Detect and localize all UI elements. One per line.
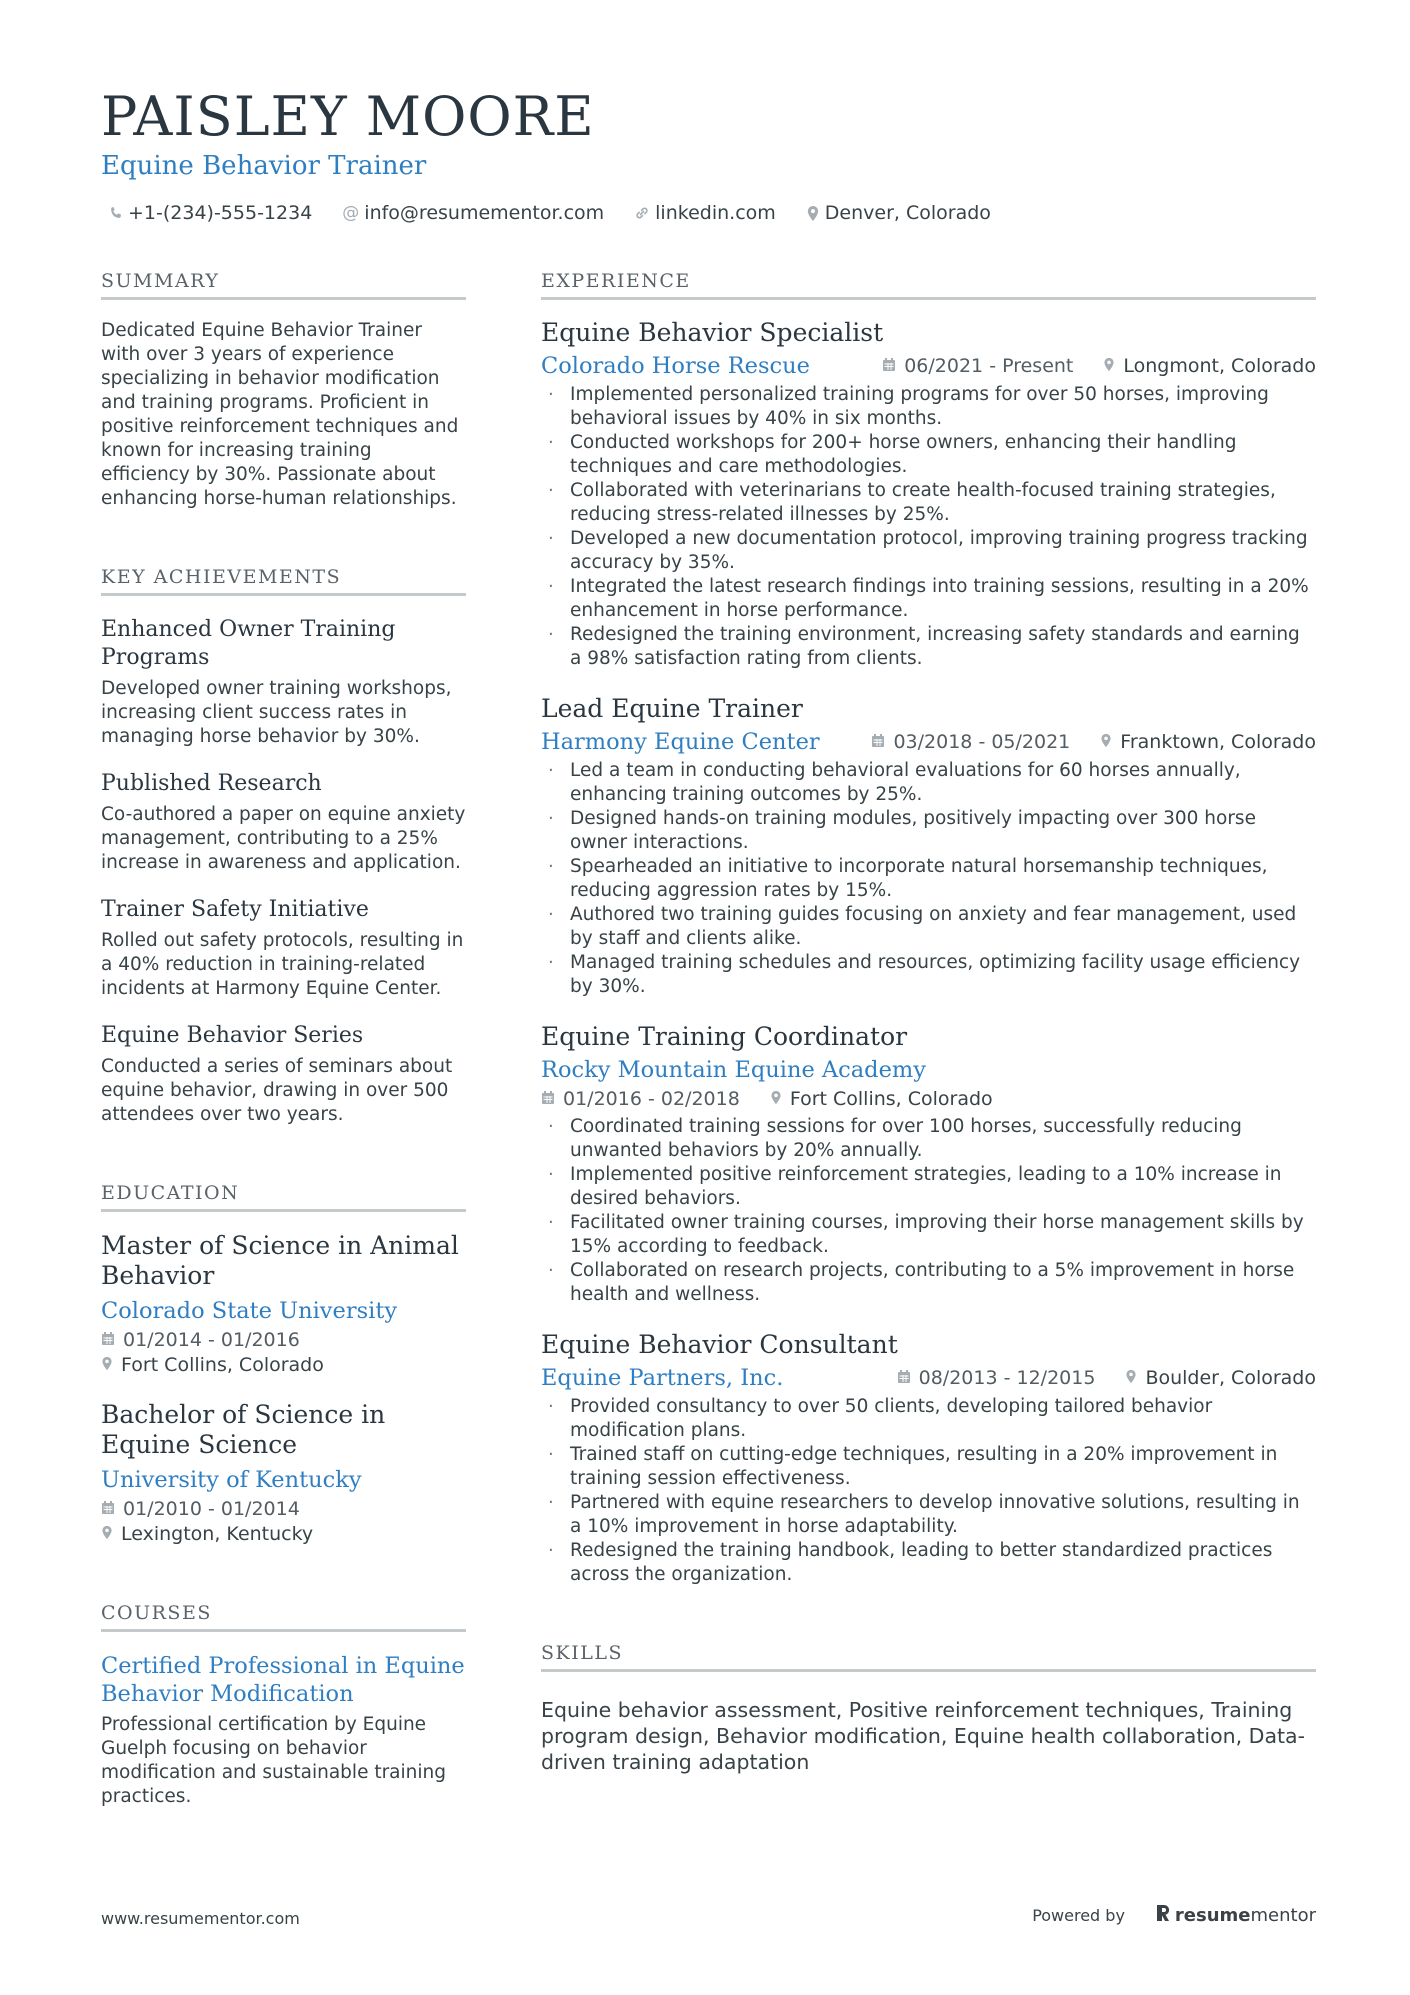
- courses-heading: COURSES: [101, 1600, 466, 1632]
- job-bullet: · Collaborated with veterinarians to create health-focused training strategies, reducing stress-related illnesses by 25%.: [541, 479, 1316, 527]
- job-company: Equine Partners, Inc.: [541, 1365, 784, 1391]
- job-entry: [541, 693, 1316, 999]
- job-dates: [541, 1085, 740, 1113]
- job-bullets: [541, 383, 1316, 671]
- candidate-headline: Equine Behavior Trainer: [101, 151, 427, 181]
- contact-location: [806, 198, 991, 228]
- at-icon: @: [342, 203, 360, 223]
- job-bullet: · Conducted workshops for 200+ horse owners, enhancing their handling techniques and care methodologies.: [541, 431, 1316, 479]
- job-dates-text: 08/2013 - 12/2015: [918, 1367, 1096, 1389]
- skills-heading: SKILLS: [541, 1640, 1316, 1672]
- education-dates-text: 01/2010 - 01/2014: [123, 1498, 300, 1520]
- phone-icon: [108, 206, 123, 221]
- phone-text: +1-(234)-555-1234: [128, 202, 313, 224]
- achievement-title: Equine Behavior Series: [101, 1023, 364, 1048]
- education-location-text: Fort Collins, Colorado: [121, 1354, 324, 1376]
- achievement-item: [101, 896, 466, 1001]
- job-bullet: · Redesigned the training handbook, leading to better standardized practices across the organization.: [541, 1539, 1316, 1587]
- powered-by-label: Powered by: [1032, 1906, 1125, 1925]
- contact-email[interactable]: [342, 198, 604, 228]
- job-location: [1100, 727, 1316, 757]
- location-pin-icon: [806, 205, 820, 222]
- job-bullet: · Led a team in conducting behavioral evaluations for 60 horses annually, enhancing training outcomes by 25%.: [541, 759, 1316, 807]
- education-school: University of Kentucky: [101, 1467, 362, 1493]
- job-bullet: · Authored two training guides focusing on anxiety and fear management, used by staff and clients alike.: [541, 903, 1316, 951]
- right-column: [541, 268, 1316, 1775]
- summary-text: Dedicated Equine Behavior Trainer with over 3 years of experience specializing in behavior modification and training programs. Proficient in positive reinforcement techniques and known for increasing training efficiency by 30%. Passionate about enhancing horse-human relationships.: [101, 320, 459, 509]
- job-entry: [541, 1329, 1316, 1587]
- job-meta: [882, 351, 1316, 381]
- skills-section: [541, 1640, 1316, 1775]
- education-section: [101, 1180, 466, 1547]
- job-location-text: Franktown, Colorado: [1120, 731, 1316, 753]
- job-dates: [882, 351, 1073, 381]
- courses-section: [101, 1600, 466, 1809]
- achievements-heading: KEY ACHIEVEMENTS: [101, 564, 466, 596]
- left-column: [101, 268, 466, 1809]
- education-item: [101, 1231, 466, 1378]
- education-school: Colorado State University: [101, 1298, 398, 1324]
- footer-branding: [1032, 1903, 1316, 1928]
- achievement-title: Published Research: [101, 771, 322, 796]
- job-dates-text: 03/2018 - 05/2021: [893, 731, 1071, 753]
- location-pin-icon: [1125, 1363, 1137, 1393]
- brand-name-light: mentor: [1250, 1905, 1316, 1926]
- email-text: info@resumementor.com: [364, 202, 605, 224]
- linkedin-text: linkedin.com: [655, 202, 776, 224]
- job-dates-text: 06/2021 - Present: [904, 355, 1074, 377]
- calendar-icon: [101, 1328, 115, 1353]
- job-bullet: · Integrated the latest research findings into training sessions, resulting in a 20% enhancement in horse performance.: [541, 575, 1316, 623]
- job-bullet: · Implemented personalized training programs for over 50 horses, improving behavioral issues by 40% in six months.: [541, 383, 1316, 431]
- job-meta: [541, 1085, 1316, 1113]
- course-title: Certified Professional in Equine Behavior Modification: [101, 1653, 465, 1707]
- education-item: [101, 1400, 466, 1547]
- job-line: [541, 1363, 1316, 1393]
- achievement-desc: Conducted a series of seminars about equine behavior, drawing in over 500 attendees over two years.: [101, 1056, 453, 1125]
- job-meta: [871, 727, 1316, 757]
- job-location: [1125, 1363, 1316, 1393]
- education-heading: EDUCATION: [101, 1180, 466, 1212]
- job-bullet: · Developed a new documentation protocol, improving training progress tracking accuracy by 35%.: [541, 527, 1316, 575]
- skills-text: Equine behavior assessment, Positive reinforcement techniques, Training program design, Behavior modification, Equine health collaboration, Data-driven training adaptation: [541, 1698, 1306, 1774]
- summary-heading: SUMMARY: [101, 268, 466, 300]
- achievement-desc: Rolled out safety protocols, resulting in a 40% reduction in training-related incidents at Harmony Equine Center.: [101, 930, 464, 999]
- job-dates-text: 01/2016 - 02/2018: [563, 1088, 740, 1110]
- education-dates: [101, 1497, 466, 1522]
- job-bullet: · Partnered with equine researchers to develop innovative solutions, resulting in a 10% improvement in horse adaptability.: [541, 1491, 1316, 1539]
- job-title: Lead Equine Trainer: [541, 694, 803, 723]
- job-location-text: Boulder, Colorado: [1145, 1367, 1316, 1389]
- achievement-title: Trainer Safety Initiative: [101, 897, 369, 922]
- job-bullet: · Designed hands-on training modules, positively impacting over 300 horse owner interactions.: [541, 807, 1316, 855]
- candidate-name: PAISLEY MOORE: [101, 85, 595, 148]
- experience-section: [541, 268, 1316, 1587]
- summary-section: [101, 268, 466, 511]
- education-dates: [101, 1328, 466, 1353]
- job-company: Harmony Equine Center: [541, 729, 820, 755]
- job-company: Colorado Horse Rescue: [541, 353, 810, 379]
- job-bullet: · Provided consultancy to over 50 clients, developing tailored behavior modification plans.: [541, 1395, 1316, 1443]
- location-pin-icon: [1100, 727, 1112, 757]
- job-location-text: Fort Collins, Colorado: [789, 1088, 993, 1110]
- achievement-item: [101, 616, 466, 749]
- course-item: [101, 1652, 466, 1809]
- job-bullets: [541, 1395, 1316, 1587]
- education-degree: Master of Science in Animal Behavior: [101, 1231, 459, 1290]
- job-bullet: · Redesigned the training environment, increasing safety standards and earning a 98% satisfaction rating from clients.: [541, 623, 1316, 671]
- job-company: Rocky Mountain Equine Academy: [541, 1057, 926, 1083]
- achievement-item: [101, 770, 466, 875]
- contact-bar: [108, 198, 991, 228]
- link-icon: [634, 205, 650, 221]
- job-location-text: Longmont, Colorado: [1123, 355, 1316, 377]
- brand-logo[interactable]: [1155, 1903, 1316, 1928]
- brand-mark-icon: [1155, 1903, 1171, 1928]
- location-text: Denver, Colorado: [824, 202, 991, 224]
- contact-linkedin[interactable]: [634, 198, 776, 228]
- education-degree: Bachelor of Science in Equine Science: [101, 1400, 386, 1459]
- achievement-item: [101, 1022, 466, 1127]
- calendar-icon: [101, 1497, 115, 1522]
- job-entry: [541, 317, 1316, 671]
- job-bullet: · Facilitated owner training courses, improving their horse management skills by 15% according to feedback.: [541, 1211, 1316, 1259]
- job-bullet: · Implemented positive reinforcement strategies, leading to a 10% increase in desired behaviors.: [541, 1163, 1316, 1211]
- job-location: [770, 1085, 993, 1113]
- job-location: [1103, 351, 1316, 381]
- job-dates: [871, 727, 1070, 757]
- achievement-desc: Co-authored a paper on equine anxiety management, contributing to a 25% increase in awareness and application.: [101, 804, 466, 873]
- job-bullets: [541, 1115, 1316, 1307]
- education-location-text: Lexington, Kentucky: [121, 1523, 314, 1545]
- job-line: [541, 727, 1316, 757]
- calendar-icon: [871, 727, 885, 757]
- brand-name-bold: resume: [1174, 1905, 1251, 1926]
- achievements-section: [101, 564, 466, 1127]
- location-pin-icon: [101, 1522, 113, 1547]
- calendar-icon: [541, 1085, 555, 1113]
- job-title: Equine Training Coordinator: [541, 1022, 908, 1051]
- education-location: [101, 1522, 466, 1547]
- education-location: [101, 1353, 466, 1378]
- calendar-icon: [897, 1363, 911, 1393]
- job-bullets: [541, 759, 1316, 999]
- experience-heading: EXPERIENCE: [541, 268, 1316, 300]
- job-bullet: · Managed training schedules and resources, optimizing facility usage efficiency by 30%.: [541, 951, 1316, 999]
- job-bullet: · Trained staff on cutting-edge techniques, resulting in a 20% improvement in training session effectiveness.: [541, 1443, 1316, 1491]
- job-entry: [541, 1021, 1316, 1307]
- job-bullet: · Coordinated training sessions for over 100 horses, successfully reducing unwanted behaviors by 20% annually.: [541, 1115, 1316, 1163]
- location-pin-icon: [101, 1353, 113, 1378]
- job-bullet: · Spearheaded an initiative to incorporate natural horsemanship techniques, reducing aggression rates by 15%.: [541, 855, 1316, 903]
- job-title: Equine Behavior Specialist: [541, 318, 884, 347]
- job-line: [541, 351, 1316, 381]
- footer-website[interactable]: www.resumementor.com: [101, 1909, 300, 1928]
- calendar-icon: [882, 351, 896, 381]
- contact-phone[interactable]: [108, 198, 312, 228]
- education-dates-text: 01/2014 - 01/2016: [123, 1329, 300, 1351]
- job-title: Equine Behavior Consultant: [541, 1330, 898, 1359]
- job-bullet: · Collaborated on research projects, contributing to a 5% improvement in horse health and wellness.: [541, 1259, 1316, 1307]
- course-desc: Professional certification by Equine Guelph focusing on behavior modification and sustainable training practices.: [101, 1714, 446, 1807]
- achievement-desc: Developed owner training workshops, increasing client success rates in managing horse behavior by 30%.: [101, 678, 452, 747]
- job-dates: [897, 1363, 1096, 1393]
- achievement-title: Enhanced Owner Training Programs: [101, 617, 396, 670]
- location-pin-icon: [1103, 351, 1115, 381]
- job-meta: [897, 1363, 1316, 1393]
- location-pin-icon: [770, 1085, 782, 1113]
